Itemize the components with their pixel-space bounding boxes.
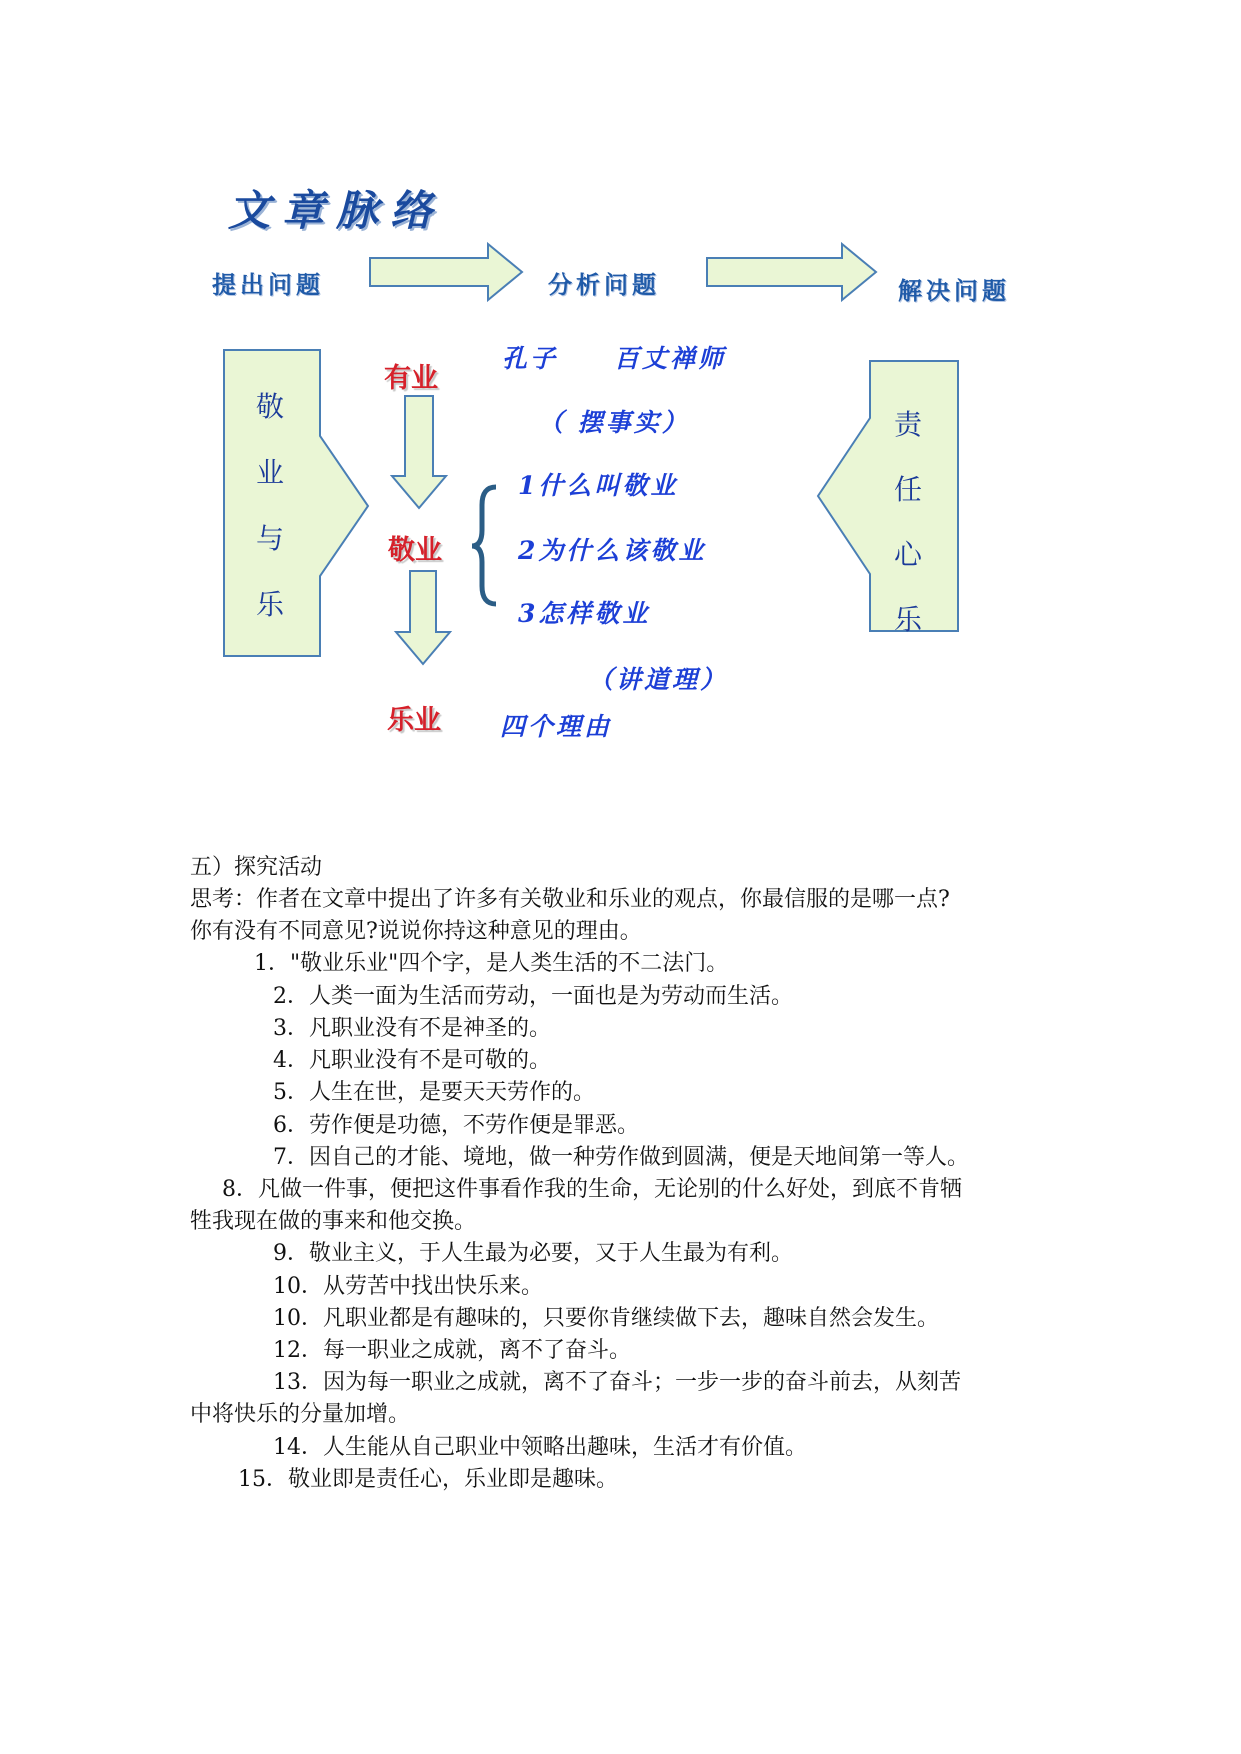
- label-leye: 乐业: [387, 705, 441, 736]
- left-box-char: 敬: [255, 390, 284, 423]
- list-item-continued: 牲我现在做的事来和他交换。: [190, 1209, 477, 1234]
- list-item: 12．每一职业之成就，离不了奋斗。: [273, 1338, 631, 1363]
- list-item: 4．凡职业没有不是可敬的。: [273, 1048, 551, 1073]
- point-1: 1什么叫敬业: [518, 471, 679, 500]
- left-arrow-box: [224, 350, 368, 656]
- arrow-right-2: [707, 244, 876, 300]
- label-jingye: 敬业: [388, 535, 442, 566]
- right-box-char: 责: [893, 408, 922, 441]
- list-item: 6．劳作便是功德，不劳作便是罪恶。: [273, 1113, 639, 1138]
- list-item: 13．因为每一职业之成就，离不了奋斗；一步一步的奋斗前去，从刻苦: [273, 1370, 961, 1395]
- list-item: 8．凡做一件事，便把这件事看作我的生命，无论别的什么好处，到底不肯牺: [222, 1177, 962, 1202]
- curly-brace: [472, 487, 496, 604]
- section-heading: 五）探究活动: [190, 855, 323, 880]
- right-box-char: 心: [893, 538, 922, 571]
- reason-label: （讲道理）: [588, 665, 729, 694]
- left-box-char: 乐: [255, 588, 284, 621]
- list-item: 14．人生能从自己职业中领略出趣味，生活才有价值。: [273, 1435, 807, 1460]
- prompt-line-2: 你有没有不同意见?说说你持这种意见的理由。: [190, 919, 642, 944]
- left-box-char: 与: [255, 522, 284, 555]
- list-item: 3．凡职业没有不是神圣的。: [273, 1016, 551, 1041]
- list-item-continued: 中将快乐的分量加增。: [190, 1402, 411, 1427]
- step-propose: 提出问题: [212, 270, 324, 299]
- right-box-char: 乐: [893, 603, 922, 636]
- facts-label: （ 摆事实）: [538, 408, 690, 437]
- arrow-down-1: [392, 396, 446, 508]
- arrow-right-1: [370, 244, 522, 300]
- list-item: 15．敬业即是责任心，乐业即是趣味。: [238, 1467, 618, 1492]
- prompt-line-1: 思考：作者在文章中提出了许多有关敬业和乐业的观点，你最信服的是哪一点?: [190, 887, 950, 912]
- point-2: 2为什么该敬业: [518, 536, 707, 565]
- list-item: 2．人类一面为生活而劳动，一面也是为劳动而生活。: [273, 984, 793, 1009]
- list-item: 9．敬业主义，于人生最为必要，又于人生最为有利。: [273, 1241, 793, 1266]
- step-solve: 解决问题: [898, 276, 1010, 305]
- list-item: 10．凡职业都是有趣味的，只要你肯继续做下去，趣味自然会发生。: [273, 1306, 939, 1331]
- right-box-clip: [888, 598, 928, 636]
- diagram-title: 文章脉络: [228, 186, 445, 235]
- list-item: 1．"敬业乐业"四个字，是人类生活的不二法门。: [254, 951, 729, 976]
- facts-people: 孔子 百丈禅师: [502, 344, 727, 373]
- point-3: 3怎样敬业: [518, 599, 651, 628]
- step-analyze: 分析问题: [548, 270, 660, 299]
- label-youye: 有业: [384, 363, 438, 394]
- reasons: 四个理由: [500, 712, 613, 741]
- list-item: 10．从劳苦中找出快乐来。: [273, 1274, 543, 1299]
- diagram-shapes: [0, 0, 1241, 760]
- right-box-char: 任: [893, 473, 922, 506]
- left-box-char: 业: [255, 456, 284, 489]
- list-item: 7．因自己的才能、境地，做一种劳作做到圆满，便是天地间第一等人。: [273, 1145, 969, 1170]
- list-item: 5．人生在世，是要天天劳作的。: [273, 1080, 595, 1105]
- arrow-down-2: [396, 571, 450, 664]
